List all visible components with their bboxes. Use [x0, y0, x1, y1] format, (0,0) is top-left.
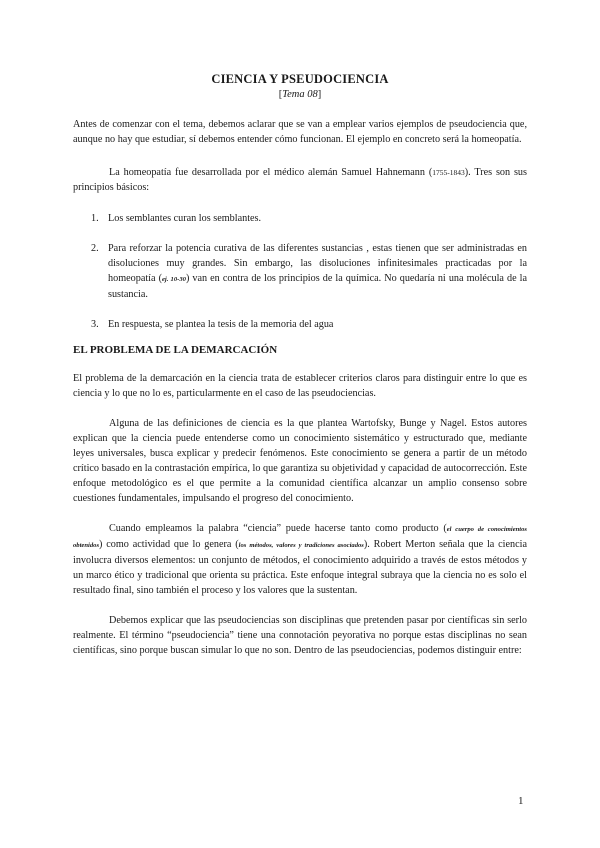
list-number: 2. — [91, 243, 99, 254]
principle-example: ej. 10-30 — [161, 276, 186, 283]
principle-text-before: Para reforzar la potencia curativa de las diferentes sustancias , estas tienen que ser administradas en disoluciones muy grandes. Sin embargo, las disoluciones infinitesimales practicadas por la homeopatía ( — [108, 243, 527, 284]
science-product-note: el cuerpo de conocimientos obtenidos — [73, 526, 527, 549]
science-word-paragraph — [73, 521, 527, 598]
science-text-1: Cuando empleamos la palabra “ciencia” puede hacerse tanto como producto ( — [109, 523, 447, 534]
principle-text: En respuesta, se plantea la tesis de la memoria del agua — [108, 319, 334, 330]
subtitle-open-bracket: [ — [278, 89, 283, 100]
document-subtitle — [73, 89, 527, 100]
science-text-3: ). Robert Merton señala que la ciencia involucra diversos elementos: un conjunto de métodos, el conocimiento adquirido a través de estos métodos y un marco ético y tradicional que orienta su práctica. Este enfoque integral subraya que la ciencia no es solo el resultado final, sino también el proceso y los valores que la sustentan. — [73, 539, 527, 596]
definitions-paragraph: Alguna de las definiciones de ciencia es la que plantea Wartofsky, Bunge y Nagel. Estos autores explican que la ciencia puede entenderse como un conocimiento sistemático y estructurado que, mediante leyes universales, busca explicar y predecir fenómenos. Este conocimiento se genera a partir de un método crítico basado en la contrastación empírica, lo que garantiza su objetividad y capacidad de autocorrección. Este enfoque metodológico es el que permite a la comunidad científica alcanzar un amplio consenso sobre cuestiones fundamentales, impulsando el progreso del conocimiento. — [73, 418, 527, 504]
science-activity-note: los métodos, valores y tradiciones asociados — [238, 542, 364, 549]
subtitle-topic: Tema 08 — [282, 89, 318, 100]
principles-list — [73, 211, 527, 332]
intro-paragraph: Antes de comenzar con el tema, debemos aclarar que se van a emplear varios ejemplos de pseudociencia que, aunque no hay que estudiar, sí debemos entender cómo funcionan. El ejemplo en concreto será la homeopatía. — [73, 119, 527, 145]
homeopathy-text-after: ). Tres son sus principios básicos: — [73, 167, 527, 193]
list-item — [73, 317, 527, 332]
science-text-2: ) como actividad que lo genera ( — [99, 539, 239, 550]
subtitle-close-bracket: ] — [317, 89, 322, 100]
list-item — [73, 241, 527, 302]
principle-text: Los semblantes curan los semblantes. — [108, 213, 262, 224]
document-page — [73, 70, 527, 658]
homeopathy-years: 1755-1843 — [432, 168, 465, 177]
principle-text-after: ) van en contra de los principios de la química. No quedaría ni una molécula de la sustancia. — [108, 273, 527, 300]
pseudoscience-paragraph: Debemos explicar que las pseudociencias son disciplinas que pretenden pasar por científicas sin serlo realmente. El término “pseudociencia” tiene una connotación peyorativa no porque estas disciplinas no sean científicas, sino porque buscan simular lo que no son. Dentro de las pseudociencias, podemos distinguir entre: — [73, 615, 527, 656]
document-title: CIENCIA Y PSEUDOCIENCIA — [211, 72, 389, 86]
section-heading: EL PROBLEMA DE LA DEMARCACIÓN — [73, 344, 278, 356]
homeopathy-paragraph — [73, 165, 527, 195]
list-number: 1. — [91, 213, 99, 224]
demarcation-paragraph: El problema de la demarcación en la ciencia trata de establecer criterios claros para distinguir entre lo que es ciencia y lo que no lo es, particularmente en el caso de las pseudociencias. — [73, 373, 527, 399]
homeopathy-text-before: La homeopatía fue desarrollada por el médico alemán Samuel Hahnemann ( — [109, 167, 433, 178]
list-number: 3. — [91, 319, 99, 330]
list-item — [73, 211, 527, 226]
page-number: 1 — [518, 795, 524, 807]
